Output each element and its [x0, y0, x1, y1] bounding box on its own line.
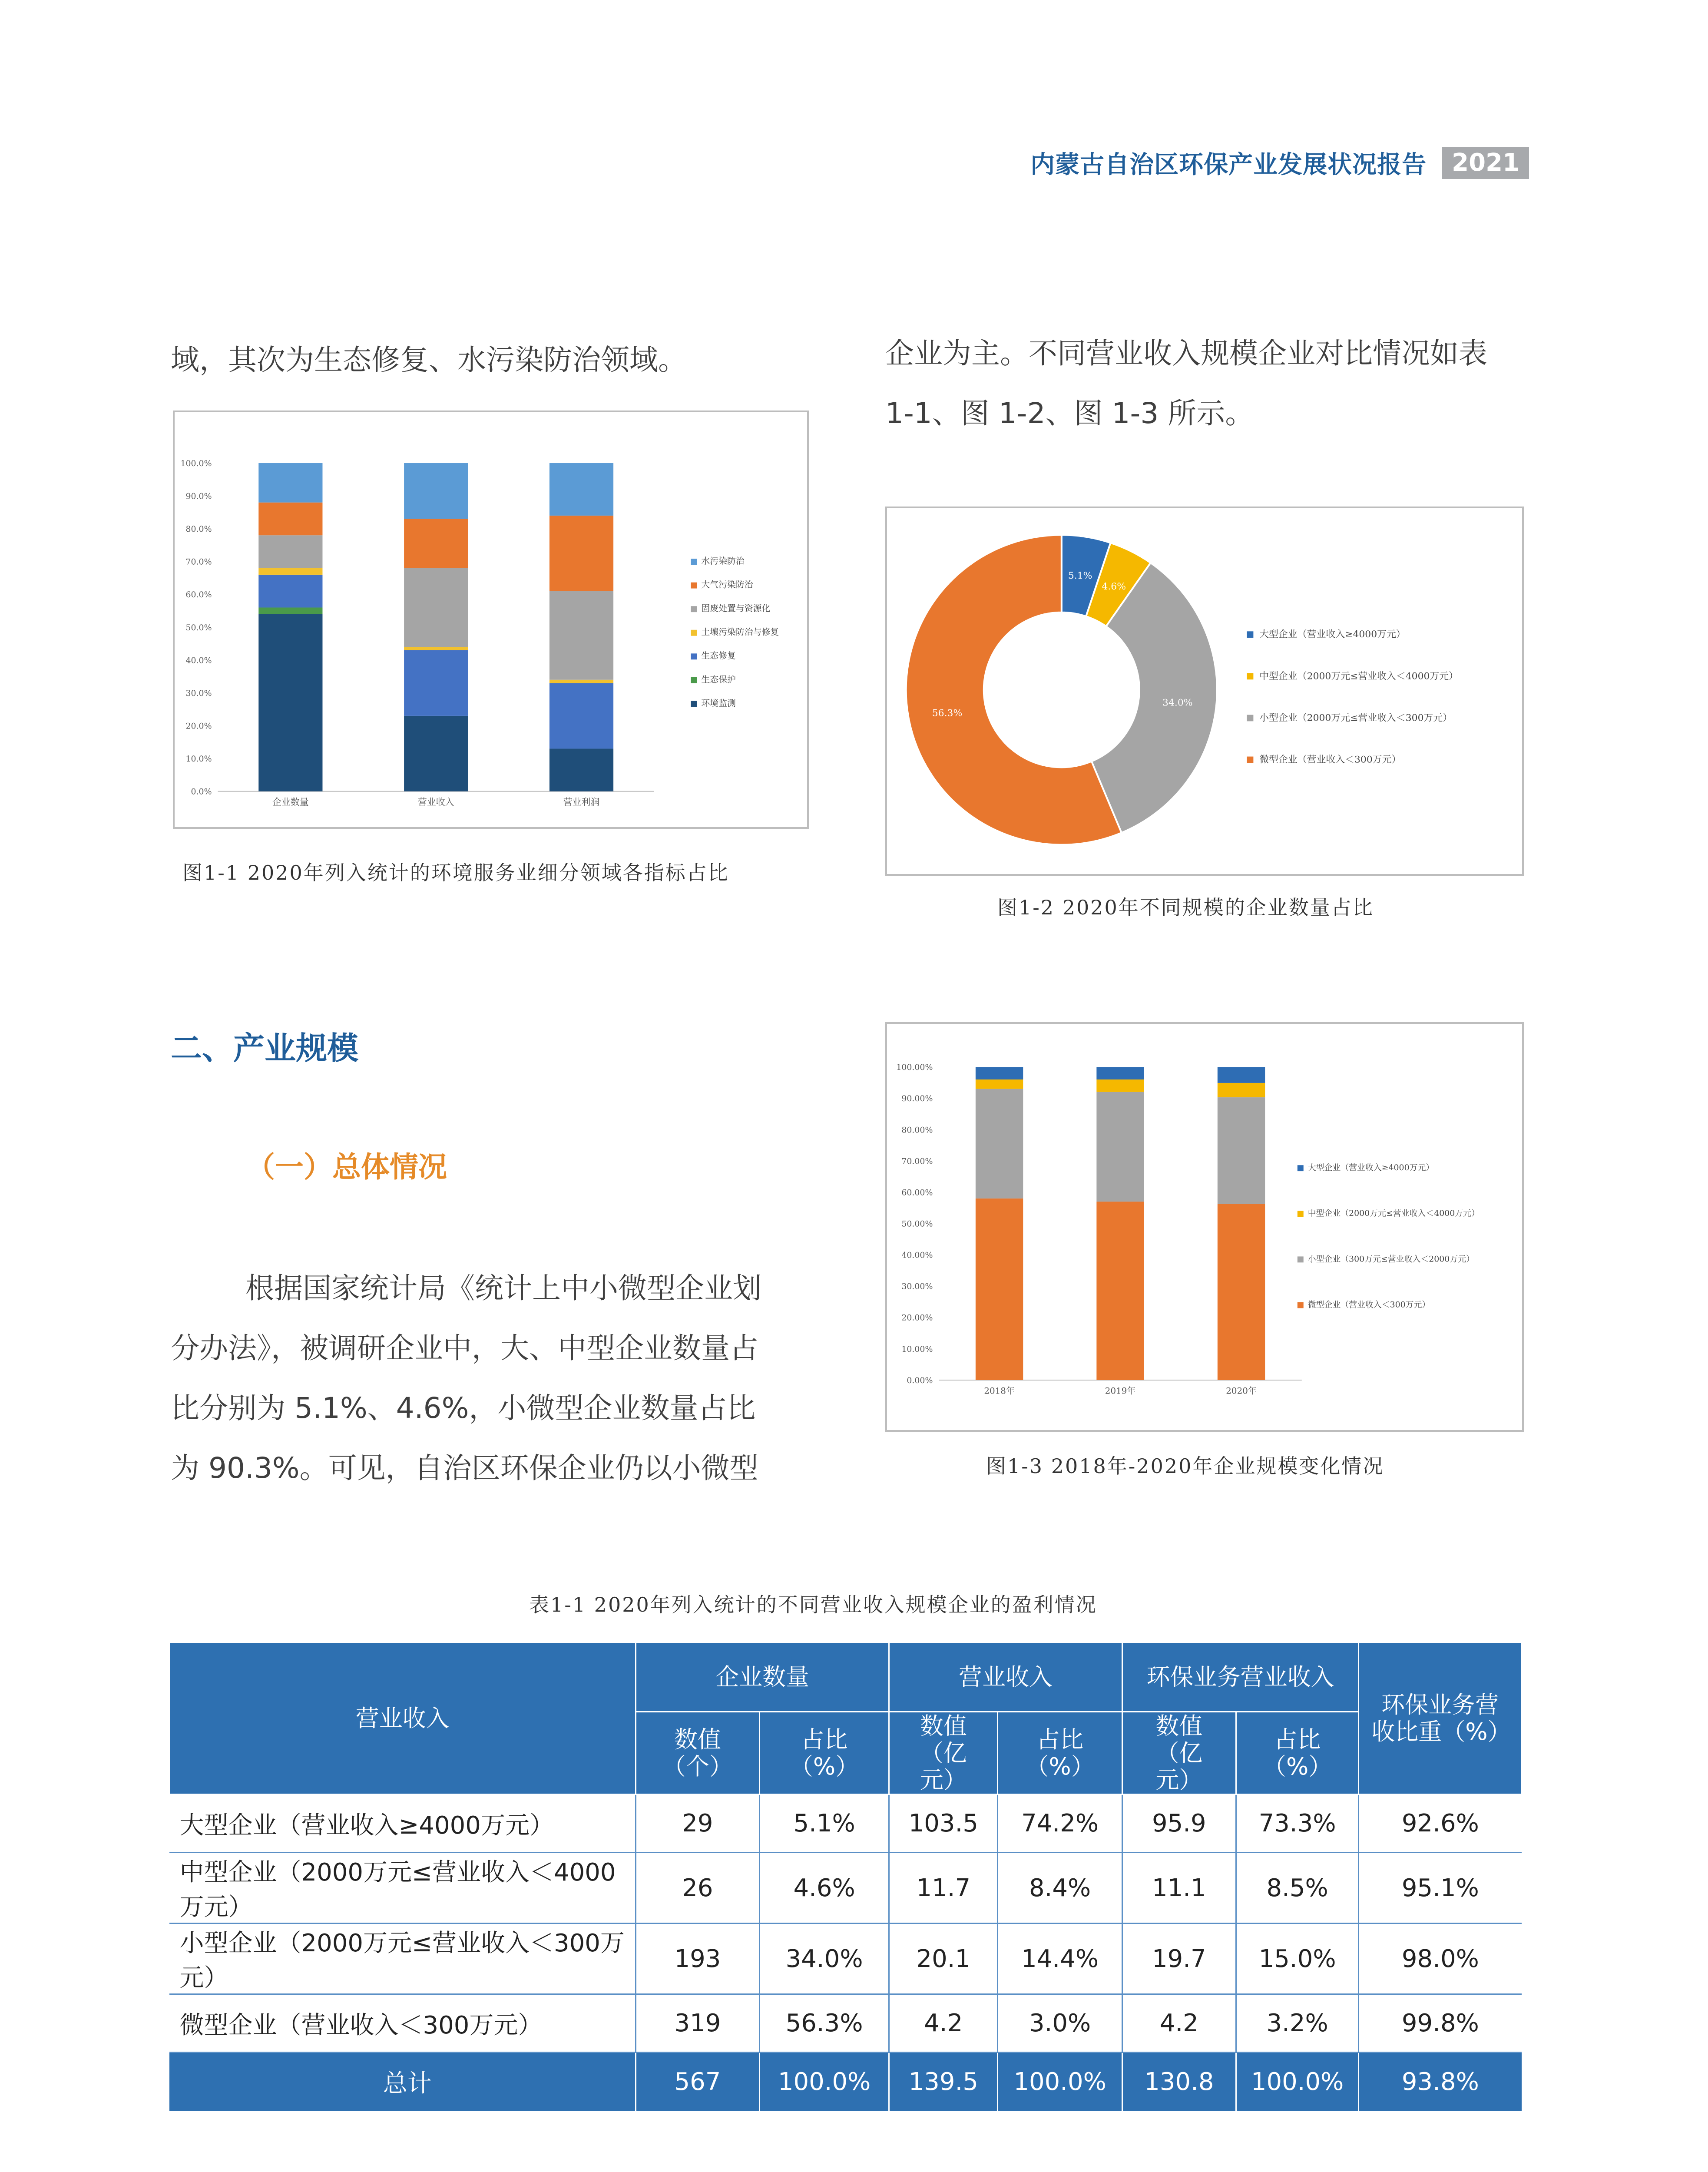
legend-swatch [1298, 1165, 1304, 1171]
figure-1-1 [173, 411, 809, 829]
row-label: 大型企业（营业收入≥4000万元） [169, 1795, 636, 1853]
bar-segment [1096, 1067, 1144, 1079]
row-label: 小型企业（2000万元≤营业收入＜300万元） [169, 1924, 636, 1994]
legend-swatch [691, 583, 697, 589]
y-tick-label: 80.0% [185, 524, 212, 534]
table-cell: 4.2 [889, 1994, 998, 2053]
table-cell: 95.9 [1122, 1795, 1236, 1853]
subsection-title: （一）总体情况 [246, 1150, 447, 1184]
table-cell: 20.1 [889, 1924, 998, 1994]
bar-segment [1218, 1204, 1265, 1380]
legend-label: 大气污染防治 [701, 579, 753, 590]
donut-data-label: 56.3% [932, 708, 963, 719]
header-env-share: 环保业务营收比重（%） [1359, 1642, 1522, 1795]
y-tick-label: 50.00% [901, 1219, 933, 1229]
fig2-donut-chart [887, 508, 1522, 874]
table-cell: 3.2% [1236, 1994, 1358, 2053]
table-cell: 8.4% [998, 1853, 1122, 1924]
header-operating-revenue: 营业收入 [889, 1642, 1122, 1712]
y-tick-label: 20.0% [185, 721, 212, 731]
legend-swatch [1247, 757, 1253, 763]
table-cell: 139.5 [889, 2053, 998, 2111]
table-cell: 73.3% [1236, 1795, 1358, 1853]
table-cell: 193 [636, 1924, 759, 1994]
sub-count-share: 占比（%） [759, 1712, 889, 1795]
table-cell: 100.0% [759, 2053, 889, 2111]
header-revenue: 营业收入 [169, 1642, 636, 1795]
legend-swatch [691, 559, 697, 565]
table-cell: 319 [636, 1994, 759, 2053]
table-cell: 8.5% [1236, 1853, 1358, 1924]
right-text-top-2: 1-1、图 1-2、图 1-3 所示。 [885, 397, 1254, 430]
bar-segment [258, 568, 322, 575]
section-title: 二、产业规模 [171, 1030, 359, 1066]
row-label: 中型企业（2000万元≤营业收入＜4000万元） [169, 1853, 636, 1924]
table-cell: 3.0% [998, 1994, 1122, 2053]
right-text-top-1: 企业为主。不同营业收入规模企业对比情况如表 [885, 337, 1487, 370]
bar-segment [976, 1089, 1023, 1199]
y-tick-label: 10.0% [185, 754, 212, 764]
header-env-revenue: 环保业务营业收入 [1122, 1642, 1359, 1712]
legend-swatch [1247, 715, 1253, 721]
table-cell: 567 [636, 2053, 759, 2111]
bar-segment [549, 748, 613, 791]
bar-segment [1218, 1067, 1265, 1083]
bar-segment [258, 614, 322, 791]
sub-rev-value: 数值（亿元） [889, 1712, 998, 1795]
bar-segment [976, 1079, 1023, 1089]
y-tick-label: 90.00% [901, 1094, 933, 1104]
y-tick-label: 0.00% [907, 1375, 933, 1385]
x-category-label: 2018年 [984, 1386, 1015, 1396]
y-tick-label: 80.00% [901, 1125, 933, 1135]
y-tick-label: 100.00% [896, 1063, 933, 1073]
body-line-3: 比分别为 5.1%、4.6%，小微型企业数量占比 [171, 1391, 756, 1425]
table-total-row [169, 2053, 1522, 2111]
body-line-1: 根据国家统计局《统计上中小微型企业划 [245, 1271, 761, 1305]
table-cell: 98.0% [1359, 1924, 1522, 1994]
bar-segment [258, 463, 322, 503]
y-tick-label: 100.0% [180, 458, 212, 468]
y-tick-label: 40.0% [185, 656, 212, 666]
table-cell: 14.4% [998, 1924, 1122, 1994]
bar-segment [404, 647, 468, 650]
legend-label: 微型企业（营业收入＜300万元） [1259, 754, 1401, 765]
figure-1-2-caption: 图1-2 2020年不同规模的企业数量占比 [997, 896, 1374, 919]
bar-segment [976, 1199, 1023, 1380]
bar-segment [1218, 1097, 1265, 1204]
bar-segment [258, 535, 322, 568]
x-category-label: 2019年 [1105, 1386, 1136, 1396]
table-cell: 130.8 [1122, 2053, 1236, 2111]
legend-swatch [691, 677, 697, 683]
bar-segment [404, 650, 468, 716]
table-row [169, 1795, 1522, 1853]
legend-label: 生态保护 [701, 674, 736, 685]
body-line-2: 分办法》，被调研企业中，大、中型企业数量占 [171, 1331, 758, 1365]
legend-label: 大型企业（营业收入≥4000万元） [1307, 1163, 1434, 1173]
table-cell: 4.2 [1122, 1994, 1236, 2053]
left-text-top: 域，其次为生态修复、水污染防治领域。 [171, 343, 687, 377]
table-row [169, 1924, 1522, 1994]
legend-label: 生态修复 [701, 651, 736, 661]
bar-segment [549, 591, 613, 680]
sub-count-value: 数值（个） [636, 1712, 759, 1795]
table-cell: 29 [636, 1795, 759, 1853]
sub-rev-share: 占比（%） [998, 1712, 1122, 1795]
y-tick-label: 0.0% [191, 787, 212, 797]
sub-env-value: 数值（亿元） [1122, 1712, 1236, 1795]
legend-label: 土壤污染防治与修复 [701, 627, 779, 637]
sub-env-share: 占比（%） [1236, 1712, 1358, 1795]
y-tick-label: 70.0% [185, 557, 212, 567]
report-title: 内蒙古自治区环保产业发展状况报告 [1030, 151, 1427, 179]
table-1-1 [169, 1642, 1522, 2111]
bar-segment [549, 683, 613, 748]
table-cell: 26 [636, 1853, 759, 1924]
y-tick-label: 30.0% [185, 688, 212, 698]
legend-label: 水污染防治 [701, 556, 745, 566]
y-tick-label: 60.00% [901, 1188, 933, 1198]
table-cell: 95.1% [1359, 1853, 1522, 1924]
legend-label: 小型企业（2000万元≤营业收入＜300万元） [1259, 712, 1453, 724]
figure-1-3 [885, 1022, 1524, 1432]
x-category-label: 营业收入 [417, 797, 454, 808]
fig1-stacked-bar-chart [175, 412, 807, 827]
bar-segment [549, 680, 613, 683]
bar-segment [1218, 1083, 1265, 1097]
y-tick-label: 30.00% [901, 1281, 933, 1291]
legend-label: 小型企业（300万元≤营业收入＜2000万元） [1307, 1254, 1474, 1264]
table-cell: 56.3% [759, 1994, 889, 2053]
legend-label: 微型企业（营业收入＜300万元） [1307, 1300, 1430, 1310]
bar-segment [258, 575, 322, 608]
bar-segment [404, 519, 468, 568]
table-row [169, 1853, 1522, 1924]
donut-data-label: 34.0% [1162, 697, 1193, 709]
table-cell: 100.0% [1236, 2053, 1358, 2111]
x-category-label: 营业利润 [563, 797, 600, 808]
y-tick-label: 40.00% [901, 1250, 933, 1260]
bar-segment [404, 716, 468, 791]
fig3-stacked-bar-chart [887, 1024, 1522, 1430]
legend-swatch [1247, 673, 1253, 679]
report-year-badge: 2021 [1442, 147, 1529, 179]
y-tick-label: 50.0% [185, 622, 212, 632]
y-tick-label: 70.00% [901, 1156, 933, 1166]
row-label: 微型企业（营业收入＜300万元） [169, 1994, 636, 2053]
figure-1-3-caption: 图1-3 2018年-2020年企业规模变化情况 [986, 1454, 1384, 1478]
legend-swatch [1247, 631, 1253, 638]
table-cell: 99.8% [1359, 1994, 1522, 2053]
bar-segment [549, 463, 613, 516]
bar-segment [258, 608, 322, 614]
table-cell: 19.7 [1122, 1924, 1236, 1994]
legend-swatch [691, 630, 697, 636]
y-tick-label: 10.00% [901, 1344, 933, 1354]
donut-data-label: 4.6% [1102, 581, 1126, 592]
legend-swatch [1298, 1302, 1304, 1308]
donut-data-label: 5.1% [1068, 570, 1092, 581]
bar-segment [1096, 1079, 1144, 1092]
body-line-4: 为 90.3%。可见，自治区环保企业仍以小微型 [171, 1451, 758, 1485]
table-1-1-caption: 表1-1 2020年列入统计的不同营业收入规模企业的盈利情况 [529, 1593, 1097, 1616]
table-cell: 11.1 [1122, 1853, 1236, 1924]
x-category-label: 企业数量 [272, 797, 309, 808]
table-cell: 93.8% [1359, 2053, 1522, 2111]
bar-segment [549, 516, 613, 591]
legend-label: 中型企业（2000万元≤营业收入＜4000万元） [1307, 1209, 1480, 1218]
figure-1-1-caption: 图1-1 2020年列入统计的环境服务业细分领域各指标占比 [182, 861, 729, 884]
legend-label: 大型企业（营业收入≥4000万元） [1259, 629, 1406, 640]
header-company-count: 企业数量 [636, 1642, 889, 1712]
figure-1-2 [885, 507, 1524, 876]
legend-swatch [691, 653, 697, 659]
legend-swatch [1298, 1256, 1304, 1262]
legend-label: 环境监测 [701, 698, 736, 709]
table-cell: 15.0% [1236, 1924, 1358, 1994]
bar-segment [258, 503, 322, 536]
bar-segment [976, 1067, 1023, 1079]
table-cell: 103.5 [889, 1795, 998, 1853]
table-cell: 34.0% [759, 1924, 889, 1994]
legend-swatch [691, 701, 697, 707]
y-tick-label: 60.0% [185, 590, 212, 600]
bar-segment [1096, 1202, 1144, 1380]
y-tick-label: 20.00% [901, 1313, 933, 1323]
x-category-label: 2020年 [1226, 1386, 1257, 1396]
y-tick-label: 90.0% [185, 491, 212, 501]
bar-segment [1096, 1092, 1144, 1202]
legend-label: 固废处置与资源化 [701, 603, 771, 614]
legend-label: 中型企业（2000万元≤营业收入＜4000万元） [1259, 671, 1459, 682]
legend-swatch [691, 606, 697, 612]
table-row [169, 1994, 1522, 2053]
bar-segment [404, 463, 468, 519]
table-cell: 74.2% [998, 1795, 1122, 1853]
bar-segment [404, 568, 468, 647]
running-header [1030, 146, 1529, 180]
table-cell: 4.6% [759, 1853, 889, 1924]
table-cell: 11.7 [889, 1853, 998, 1924]
table-cell: 5.1% [759, 1795, 889, 1853]
table-cell: 92.6% [1359, 1795, 1522, 1853]
legend-swatch [1298, 1211, 1304, 1217]
total-label: 总计 [169, 2053, 636, 2111]
table-cell: 100.0% [998, 2053, 1122, 2111]
